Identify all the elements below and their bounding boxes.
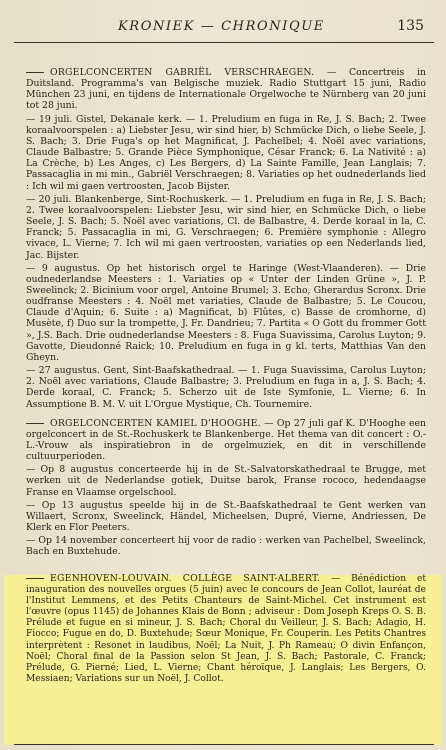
concert-entry: — 20 juli. Blankenberge, Sint-Rochuskerk. — 1. Preludium en fuga in Re, J. S. Bach; 2. Twee koraalvoorspelen: Liebster Jesu, wir sind hier, en Schmücke Dich, o liebe Seele, J. S. Bach; 5. Noël avec variations, Cl. de Balbastre, 4. Derde koraal in la, C. Franck; 5. Passacaglia in mi, G. Verschraegen; 6. Première symphonie : Allegro vivace, L. Vierne; 7. Ich wil mi gaen vertroosten, variaties op een Nederlands lied, Jac. Bijster. — [26, 193, 426, 261]
concert-entry: — Op 8 augustus concerteerde hij in de St.-Salvatorskathedraal te Brugge, met werken uit de Nederlandse gotiek, Duitse barok, Franse rococo, hedendaagse Franse en Vlaamse orgelschool. — [26, 464, 426, 498]
concert-entry: — 19 juli. Gistel, Dekanale kerk. — 1. Preludium en fuga in Re, J. S. Bach; 2. Twee koraalvoorspelen : a) Liebster Jesu, wir sind hier, b) Schmücke Dich, o liebe Seele, J. S. Bach; 3. Drie Fuga's op het Magnificat, J. Pachelbel; 4. Noël avec variations, Claude Balbastre; 5. Grande Pièce Symphonique, César Franck; 6. La Nativité : a) La Crèche, b) Les Anges, c) Les Bergers, d) La Sainte Famille, Jean Langlais; 7. Passacaglia in mi min., Gabriël Verschraegen; 8. Variaties op het oudnederlands lied : Ich wil mi gaen vertroosten, Jacob Bijster. — [26, 113, 426, 192]
section-verschraegen — [26, 67, 426, 410]
page-number: 135 — [397, 18, 424, 34]
section-paragraph: — Op 27 juli gaf K. D'Hooghe een orgelconcert in de St.-Rochuskerk te Blankenberge. Het thema van dit concert : O.-L.-Vrouw als inspiratiebron in de orgelmuziek, en dit in verschillende cultuurperioden. — [26, 417, 426, 463]
concert-entry: — 9 augustus. Op het historisch orgel te Haringe (West-Vlaanderen). — Drie oudnederlandse Meesters : 1. Variaties op « Unter der Linden Grüne », J. P. Sweelinck; 2. Bicinium voor orgel, Antoine Brumel; 3. Echo, Gherardus Scronx. Drie oudfranse Meesters : 4. Noël met variaties, Claude de Balbastre; 5. Le Coucou, Claude d'Aquin; 6. Suite : a) Magnificat, b) Flûtes, c) Basse de cromhorne, d) Musète, f) Duo sur la trompette, J. Fr. Dandrieu; 7. Partita « O Gott du frommer Gott », J.S. Bach. Drie oudnederlandse Meesters : 8. Fuga Suavissima, Carolus Luyton; 9. Gavotte, Dieudonné Raick; 10. Preludium en fuga in g kl. terts, Matthias Van den Gheyn. — [26, 262, 426, 363]
footer-rule — [14, 744, 434, 745]
article-column — [26, 57, 426, 687]
section-heading: ORGELCONCERTEN GABRIËL VERSCHRAEGEN. — [50, 67, 315, 78]
section-dash-separator — [26, 72, 44, 73]
section-dash-separator — [26, 423, 44, 424]
section-dash-separator — [26, 578, 44, 579]
running-title: KRONIEK — CHRONIQUE — [118, 19, 325, 34]
section-heading: ORGELCONCERTEN KAMIEL D'HOOGHE. — [50, 417, 261, 429]
concert-entry: — Op 14 november concerteert hij voor de radio : werken van Pachelbel, Sweelinck, Bach en Buxtehude. — [26, 535, 426, 558]
page-header — [0, 0, 446, 42]
section-heading: EGENHOVEN-LOUVAIN. COLLÈGE SAINT-ALBERT. — [50, 572, 321, 584]
concert-entry: — 27 augustus. Gent, Sint-Baafskathedraal. — 1. Fuga Suavissima, Carolus Luyton; 2. Noël avec variations, Claude Balbastre; 3. Preludium en fuga in a, J. S. Bach; 4. Derde koraal, C. Franck; 5. Scherzo uit de Iste Symfonie, L. Vierne; 6. In Assumptione B. M. V. uit L'Orgue Mystique, Ch. Tournemire. — [26, 365, 426, 410]
header-rule — [14, 42, 434, 43]
concert-entry: — Op 13 augustus speelde hij in de St.-Baafskathedraal te Gent werken van Willaert, Scronx, Sweelinck, Händel, Micheelsen, Dupré, Vierne, Andriessen, De Klerk en Flor Peeters. — [26, 499, 426, 534]
section-egenhoven — [26, 573, 426, 686]
section-dhooghe — [26, 418, 426, 558]
section-paragraph: — Bénédiction et inauguration des nouvelles orgues (5 juin) avec le concours de Jean Collot, lauréat de l'Institut Lemmens, et des Petits Chanteurs de Saint-Michel. Cet instrument est l'œuvre (opus 1145) de Johannes Klais de Bonn ; adviseur : Dom Joseph Kreps O. S. B. Prélude et fugue en si mineur, J. S. Bach; Choral du Veilleur, J. S. Bach; Adagio, H. Fiocco; Fugue en do, D. Buxtehude; Sœur Monique, Fr. Couperin. Les Petits Chantres interprètent : Resonet in laudibus, Noël; La Nuit, J. Ph Rameau; O divin Enfançon, Noël; Choral final de la Passion selon St Jean, J. S. Bach; Pastorale, C. Franck; Prélude, G. Pierné; Lied, L. Vierne; Chant héroïque, J. Langlais; Les Bergers, O. Messiaen; Variations sur un Noël, J. Collot. — [26, 573, 426, 684]
section-paragraph: — Concertreis in Duitsland. Programma's van Belgische muziek. Radio Stuttgart 15 juni, Radio München 23 juni, en tijdens de Internationale Orgelwoche te Nürnberg van 20 juni tot 28 juni. — [26, 67, 426, 112]
